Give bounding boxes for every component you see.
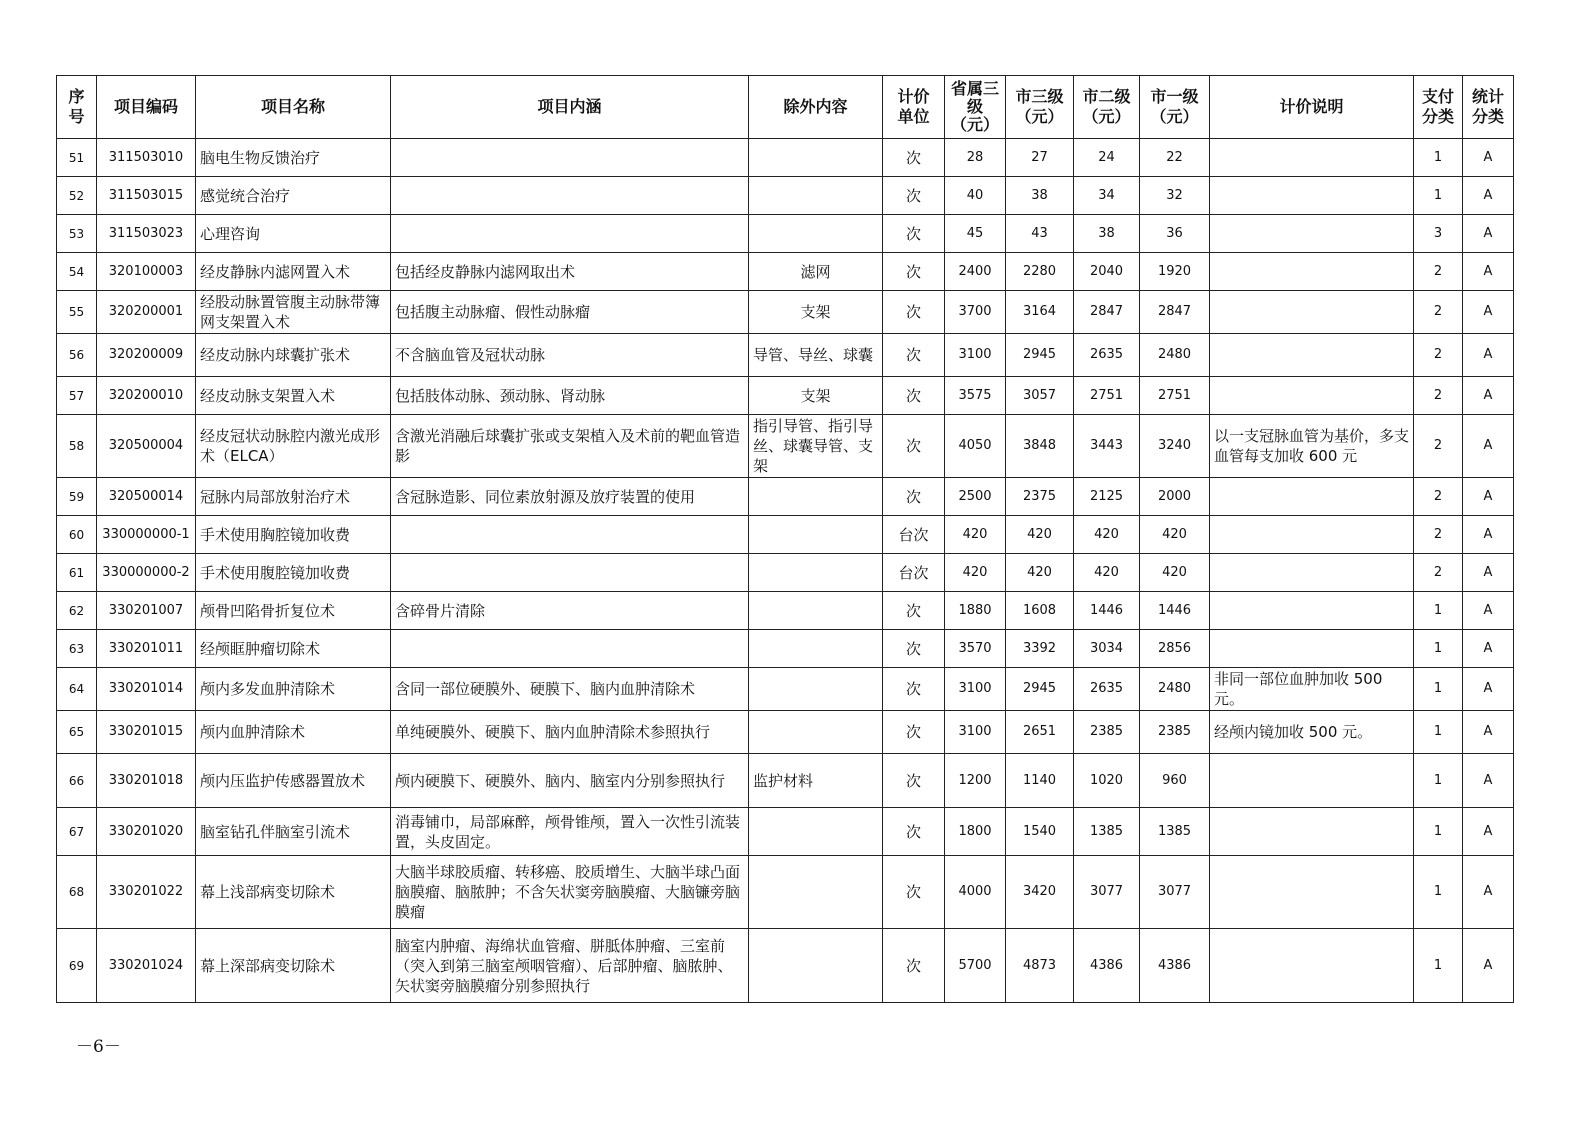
cell-unit: 次 xyxy=(883,291,945,334)
cell-excluded xyxy=(749,516,883,554)
cell-city3: 2945 xyxy=(1006,668,1074,711)
cell-name: 手术使用腹腔镜加收费 xyxy=(196,554,391,592)
cell-city3: 3848 xyxy=(1006,415,1074,478)
cell-provincial3: 3100 xyxy=(945,668,1006,711)
cell-excluded xyxy=(749,856,883,929)
cell-excluded xyxy=(749,630,883,668)
header-unit: 计价单位 xyxy=(883,76,945,139)
cell-unit: 次 xyxy=(883,668,945,711)
cell-payment: 2 xyxy=(1414,554,1463,592)
cell-stat: A xyxy=(1463,377,1514,415)
cell-content: 包括经皮静脉内滤网取出术 xyxy=(391,253,749,291)
cell-unit: 次 xyxy=(883,630,945,668)
cell-unit: 次 xyxy=(883,711,945,754)
cell-unit: 次 xyxy=(883,808,945,856)
cell-excluded xyxy=(749,139,883,177)
cell-provincial3: 40 xyxy=(945,177,1006,215)
cell-note xyxy=(1210,554,1414,592)
cell-content: 颅内硬膜下、硬膜外、脑内、脑室内分别参照执行 xyxy=(391,754,749,808)
cell-city3: 2375 xyxy=(1006,478,1074,516)
cell-city1: 3240 xyxy=(1140,415,1210,478)
cell-note xyxy=(1210,754,1414,808)
cell-seq: 65 xyxy=(57,711,97,754)
cell-unit: 次 xyxy=(883,856,945,929)
header-city2: 市二级（元） xyxy=(1074,76,1140,139)
table-row xyxy=(57,668,1514,711)
cell-payment: 2 xyxy=(1414,253,1463,291)
cell-payment: 1 xyxy=(1414,177,1463,215)
cell-city2: 24 xyxy=(1074,139,1140,177)
cell-content xyxy=(391,516,749,554)
cell-note: 以一支冠脉血管为基价，多支血管每支加收 600 元 xyxy=(1210,415,1414,478)
cell-name: 颅内多发血肿清除术 xyxy=(196,668,391,711)
cell-content xyxy=(391,139,749,177)
cell-excluded: 指引导管、指引导丝、球囊导管、支架 xyxy=(749,415,883,478)
cell-name: 冠脉内局部放射治疗术 xyxy=(196,478,391,516)
cell-code: 330000000-1 xyxy=(97,516,196,554)
cell-code: 330201020 xyxy=(97,808,196,856)
cell-excluded: 滤网 xyxy=(749,253,883,291)
table-row xyxy=(57,253,1514,291)
cell-payment: 1 xyxy=(1414,754,1463,808)
cell-payment: 1 xyxy=(1414,139,1463,177)
table-body xyxy=(57,139,1514,1003)
cell-city3: 1140 xyxy=(1006,754,1074,808)
cell-city2: 2125 xyxy=(1074,478,1140,516)
header-excluded: 除外内容 xyxy=(749,76,883,139)
cell-code: 320200009 xyxy=(97,334,196,377)
cell-stat: A xyxy=(1463,415,1514,478)
cell-note xyxy=(1210,177,1414,215)
cell-city2: 3443 xyxy=(1074,415,1140,478)
cell-excluded xyxy=(749,929,883,1003)
cell-provincial3: 3700 xyxy=(945,291,1006,334)
cell-unit: 次 xyxy=(883,592,945,630)
cell-stat: A xyxy=(1463,291,1514,334)
cell-unit: 次 xyxy=(883,177,945,215)
cell-seq: 69 xyxy=(57,929,97,1003)
cell-code: 330201014 xyxy=(97,668,196,711)
cell-excluded xyxy=(749,668,883,711)
cell-note xyxy=(1210,630,1414,668)
cell-code: 330000000-2 xyxy=(97,554,196,592)
cell-stat: A xyxy=(1463,754,1514,808)
cell-name: 幕上浅部病变切除术 xyxy=(196,856,391,929)
cell-seq: 60 xyxy=(57,516,97,554)
cell-content: 大脑半球胶质瘤、转移癌、胶质增生、大脑半球凸面脑膜瘤、脑脓肿；不含矢状窦旁脑膜瘤、大脑镰旁脑膜瘤 xyxy=(391,856,749,929)
cell-payment: 2 xyxy=(1414,334,1463,377)
cell-name: 颅内血肿清除术 xyxy=(196,711,391,754)
cell-name: 心理咨询 xyxy=(196,215,391,253)
cell-city3: 43 xyxy=(1006,215,1074,253)
cell-city1: 2751 xyxy=(1140,377,1210,415)
cell-city3: 2945 xyxy=(1006,334,1074,377)
cell-note xyxy=(1210,377,1414,415)
cell-stat: A xyxy=(1463,334,1514,377)
cell-provincial3: 4000 xyxy=(945,856,1006,929)
cell-seq: 54 xyxy=(57,253,97,291)
cell-excluded: 支架 xyxy=(749,291,883,334)
cell-city3: 420 xyxy=(1006,554,1074,592)
cell-note xyxy=(1210,856,1414,929)
cell-name: 经颅眶肿瘤切除术 xyxy=(196,630,391,668)
cell-name: 颅内压监护传感器置放术 xyxy=(196,754,391,808)
table-row xyxy=(57,377,1514,415)
table-row xyxy=(57,711,1514,754)
cell-city1: 2847 xyxy=(1140,291,1210,334)
cell-code: 330201011 xyxy=(97,630,196,668)
cell-note xyxy=(1210,291,1414,334)
cell-content: 不含脑血管及冠状动脉 xyxy=(391,334,749,377)
cell-provincial3: 28 xyxy=(945,139,1006,177)
cell-payment: 1 xyxy=(1414,630,1463,668)
cell-excluded xyxy=(749,554,883,592)
cell-code: 330201015 xyxy=(97,711,196,754)
page-number: －6－ xyxy=(76,1037,121,1057)
cell-code: 330201022 xyxy=(97,856,196,929)
header-name: 项目名称 xyxy=(196,76,391,139)
cell-provincial3: 1200 xyxy=(945,754,1006,808)
cell-unit: 台次 xyxy=(883,554,945,592)
cell-seq: 68 xyxy=(57,856,97,929)
cell-payment: 1 xyxy=(1414,929,1463,1003)
cell-city1: 1385 xyxy=(1140,808,1210,856)
cell-content: 含冠脉造影、同位素放射源及放疗装置的使用 xyxy=(391,478,749,516)
cell-provincial3: 4050 xyxy=(945,415,1006,478)
header-code: 项目编码 xyxy=(97,76,196,139)
cell-note xyxy=(1210,334,1414,377)
cell-payment: 2 xyxy=(1414,478,1463,516)
table-row xyxy=(57,929,1514,1003)
cell-provincial3: 2500 xyxy=(945,478,1006,516)
cell-unit: 次 xyxy=(883,754,945,808)
header-seq: 序号 xyxy=(57,76,97,139)
cell-city2: 420 xyxy=(1074,516,1140,554)
cell-seq: 62 xyxy=(57,592,97,630)
table-row xyxy=(57,139,1514,177)
cell-unit: 次 xyxy=(883,334,945,377)
cell-seq: 56 xyxy=(57,334,97,377)
cell-seq: 58 xyxy=(57,415,97,478)
cell-note xyxy=(1210,215,1414,253)
cell-payment: 1 xyxy=(1414,592,1463,630)
cell-stat: A xyxy=(1463,711,1514,754)
cell-city2: 38 xyxy=(1074,215,1140,253)
cell-content: 包括腹主动脉瘤、假性动脉瘤 xyxy=(391,291,749,334)
cell-seq: 66 xyxy=(57,754,97,808)
cell-note xyxy=(1210,808,1414,856)
table-row xyxy=(57,856,1514,929)
cell-seq: 67 xyxy=(57,808,97,856)
cell-payment: 1 xyxy=(1414,668,1463,711)
cell-name: 感觉统合治疗 xyxy=(196,177,391,215)
price-table-sheet xyxy=(56,75,1513,1003)
table-header xyxy=(57,76,1514,139)
table-row xyxy=(57,592,1514,630)
cell-city2: 2751 xyxy=(1074,377,1140,415)
cell-city1: 2000 xyxy=(1140,478,1210,516)
cell-stat: A xyxy=(1463,856,1514,929)
cell-city3: 3392 xyxy=(1006,630,1074,668)
cell-city2: 4386 xyxy=(1074,929,1140,1003)
cell-provincial3: 45 xyxy=(945,215,1006,253)
cell-city1: 2480 xyxy=(1140,334,1210,377)
cell-city1: 1446 xyxy=(1140,592,1210,630)
header-pricing-note: 计价说明 xyxy=(1210,76,1414,139)
cell-stat: A xyxy=(1463,516,1514,554)
table-row xyxy=(57,808,1514,856)
cell-excluded xyxy=(749,808,883,856)
cell-city2: 2040 xyxy=(1074,253,1140,291)
cell-seq: 51 xyxy=(57,139,97,177)
table-row xyxy=(57,215,1514,253)
cell-city2: 1446 xyxy=(1074,592,1140,630)
cell-city2: 1385 xyxy=(1074,808,1140,856)
cell-stat: A xyxy=(1463,929,1514,1003)
cell-seq: 53 xyxy=(57,215,97,253)
cell-name: 脑室钻孔伴脑室引流术 xyxy=(196,808,391,856)
cell-city2: 420 xyxy=(1074,554,1140,592)
cell-code: 320500004 xyxy=(97,415,196,478)
cell-code: 330201024 xyxy=(97,929,196,1003)
cell-code: 311503023 xyxy=(97,215,196,253)
cell-seq: 59 xyxy=(57,478,97,516)
cell-city3: 3164 xyxy=(1006,291,1074,334)
cell-name: 经皮冠状动脉腔内激光成形术（ELCA） xyxy=(196,415,391,478)
cell-city2: 1020 xyxy=(1074,754,1140,808)
cell-unit: 次 xyxy=(883,377,945,415)
table-row xyxy=(57,415,1514,478)
cell-city3: 2280 xyxy=(1006,253,1074,291)
cell-city2: 2635 xyxy=(1074,668,1140,711)
cell-city1: 32 xyxy=(1140,177,1210,215)
cell-name: 幕上深部病变切除术 xyxy=(196,929,391,1003)
cell-excluded xyxy=(749,592,883,630)
cell-stat: A xyxy=(1463,139,1514,177)
cell-content: 脑室内肿瘤、海绵状血管瘤、胼胝体肿瘤、三室前（突入到第三脑室颅咽管瘤）、后部肿瘤、脑脓肿、矢状窦旁脑膜瘤分别参照执行 xyxy=(391,929,749,1003)
cell-unit: 次 xyxy=(883,139,945,177)
cell-city1: 3077 xyxy=(1140,856,1210,929)
cell-city2: 2385 xyxy=(1074,711,1140,754)
cell-provincial3: 3570 xyxy=(945,630,1006,668)
cell-city1: 420 xyxy=(1140,516,1210,554)
cell-city3: 420 xyxy=(1006,516,1074,554)
cell-city1: 2856 xyxy=(1140,630,1210,668)
header-city1: 市一级（元） xyxy=(1140,76,1210,139)
cell-code: 320500014 xyxy=(97,478,196,516)
cell-name: 脑电生物反馈治疗 xyxy=(196,139,391,177)
cell-city2: 3034 xyxy=(1074,630,1140,668)
cell-stat: A xyxy=(1463,668,1514,711)
table-row xyxy=(57,291,1514,334)
cell-city1: 36 xyxy=(1140,215,1210,253)
cell-excluded: 支架 xyxy=(749,377,883,415)
cell-provincial3: 3100 xyxy=(945,334,1006,377)
header-stat: 统计分类 xyxy=(1463,76,1514,139)
cell-unit: 次 xyxy=(883,215,945,253)
cell-code: 320100003 xyxy=(97,253,196,291)
price-table xyxy=(56,75,1514,1003)
cell-seq: 63 xyxy=(57,630,97,668)
cell-stat: A xyxy=(1463,592,1514,630)
cell-city3: 1608 xyxy=(1006,592,1074,630)
cell-name: 手术使用胸腔镜加收费 xyxy=(196,516,391,554)
cell-excluded xyxy=(749,215,883,253)
cell-city2: 2847 xyxy=(1074,291,1140,334)
cell-code: 320200001 xyxy=(97,291,196,334)
cell-city2: 2635 xyxy=(1074,334,1140,377)
cell-provincial3: 2400 xyxy=(945,253,1006,291)
cell-excluded xyxy=(749,478,883,516)
cell-stat: A xyxy=(1463,177,1514,215)
cell-unit: 次 xyxy=(883,929,945,1003)
cell-city1: 4386 xyxy=(1140,929,1210,1003)
cell-city3: 3420 xyxy=(1006,856,1074,929)
cell-unit: 次 xyxy=(883,478,945,516)
cell-content: 含碎骨片清除 xyxy=(391,592,749,630)
table-row xyxy=(57,516,1514,554)
cell-provincial3: 420 xyxy=(945,554,1006,592)
cell-excluded xyxy=(749,711,883,754)
cell-note xyxy=(1210,253,1414,291)
cell-note: 非同一部位血肿加收 500 元。 xyxy=(1210,668,1414,711)
cell-note xyxy=(1210,478,1414,516)
cell-content xyxy=(391,630,749,668)
cell-city3: 4873 xyxy=(1006,929,1074,1003)
cell-content: 单纯硬膜外、硬膜下、脑内血肿清除术参照执行 xyxy=(391,711,749,754)
cell-payment: 2 xyxy=(1414,415,1463,478)
cell-code: 330201018 xyxy=(97,754,196,808)
header-payment: 支付分类 xyxy=(1414,76,1463,139)
cell-excluded: 导管、导丝、球囊 xyxy=(749,334,883,377)
cell-city1: 22 xyxy=(1140,139,1210,177)
cell-payment: 2 xyxy=(1414,516,1463,554)
cell-content xyxy=(391,554,749,592)
cell-note xyxy=(1210,139,1414,177)
table-row xyxy=(57,630,1514,668)
cell-name: 经皮动脉内球囊扩张术 xyxy=(196,334,391,377)
table-row xyxy=(57,334,1514,377)
table-row xyxy=(57,478,1514,516)
cell-provincial3: 1880 xyxy=(945,592,1006,630)
cell-content: 包括肢体动脉、颈动脉、肾动脉 xyxy=(391,377,749,415)
cell-note xyxy=(1210,929,1414,1003)
cell-stat: A xyxy=(1463,478,1514,516)
header-row xyxy=(57,76,1514,139)
cell-name: 经皮动脉支架置入术 xyxy=(196,377,391,415)
cell-city3: 27 xyxy=(1006,139,1074,177)
header-city3: 市三级（元） xyxy=(1006,76,1074,139)
cell-provincial3: 5700 xyxy=(945,929,1006,1003)
cell-content xyxy=(391,215,749,253)
cell-seq: 57 xyxy=(57,377,97,415)
cell-content xyxy=(391,177,749,215)
cell-provincial3: 3100 xyxy=(945,711,1006,754)
cell-seq: 52 xyxy=(57,177,97,215)
cell-note: 经颅内镜加收 500 元。 xyxy=(1210,711,1414,754)
cell-payment: 3 xyxy=(1414,215,1463,253)
cell-stat: A xyxy=(1463,554,1514,592)
cell-content: 含同一部位硬膜外、硬膜下、脑内血肿清除术 xyxy=(391,668,749,711)
cell-provincial3: 420 xyxy=(945,516,1006,554)
cell-city1: 2385 xyxy=(1140,711,1210,754)
cell-stat: A xyxy=(1463,808,1514,856)
cell-city1: 2480 xyxy=(1140,668,1210,711)
cell-stat: A xyxy=(1463,630,1514,668)
cell-provincial3: 1800 xyxy=(945,808,1006,856)
table-row xyxy=(57,554,1514,592)
cell-city1: 960 xyxy=(1140,754,1210,808)
cell-city1: 1920 xyxy=(1140,253,1210,291)
cell-code: 330201007 xyxy=(97,592,196,630)
header-content: 项目内涵 xyxy=(391,76,749,139)
cell-code: 320200010 xyxy=(97,377,196,415)
cell-city3: 38 xyxy=(1006,177,1074,215)
cell-payment: 1 xyxy=(1414,856,1463,929)
cell-payment: 2 xyxy=(1414,291,1463,334)
table-row xyxy=(57,754,1514,808)
cell-city3: 3057 xyxy=(1006,377,1074,415)
cell-city3: 2651 xyxy=(1006,711,1074,754)
cell-unit: 次 xyxy=(883,253,945,291)
cell-note xyxy=(1210,516,1414,554)
cell-seq: 55 xyxy=(57,291,97,334)
cell-name: 经皮静脉内滤网置入术 xyxy=(196,253,391,291)
header-provincial3: 省属三级（元） xyxy=(945,76,1006,139)
cell-excluded xyxy=(749,177,883,215)
cell-stat: A xyxy=(1463,253,1514,291)
cell-stat: A xyxy=(1463,215,1514,253)
cell-payment: 2 xyxy=(1414,377,1463,415)
table-row xyxy=(57,177,1514,215)
cell-city2: 3077 xyxy=(1074,856,1140,929)
cell-payment: 1 xyxy=(1414,808,1463,856)
cell-name: 颅骨凹陷骨折复位术 xyxy=(196,592,391,630)
cell-unit: 次 xyxy=(883,415,945,478)
cell-seq: 61 xyxy=(57,554,97,592)
cell-city2: 34 xyxy=(1074,177,1140,215)
cell-code: 311503010 xyxy=(97,139,196,177)
cell-content: 含激光消融后球囊扩张或支架植入及术前的靶血管造影 xyxy=(391,415,749,478)
cell-city1: 420 xyxy=(1140,554,1210,592)
cell-excluded: 监护材料 xyxy=(749,754,883,808)
cell-code: 311503015 xyxy=(97,177,196,215)
cell-provincial3: 3575 xyxy=(945,377,1006,415)
cell-payment: 1 xyxy=(1414,711,1463,754)
cell-seq: 64 xyxy=(57,668,97,711)
cell-note xyxy=(1210,592,1414,630)
cell-unit: 台次 xyxy=(883,516,945,554)
cell-content: 消毒铺巾，局部麻醉，颅骨锥颅，置入一次性引流装置，头皮固定。 xyxy=(391,808,749,856)
cell-city3: 1540 xyxy=(1006,808,1074,856)
cell-name: 经股动脉置管腹主动脉带簿网支架置入术 xyxy=(196,291,391,334)
